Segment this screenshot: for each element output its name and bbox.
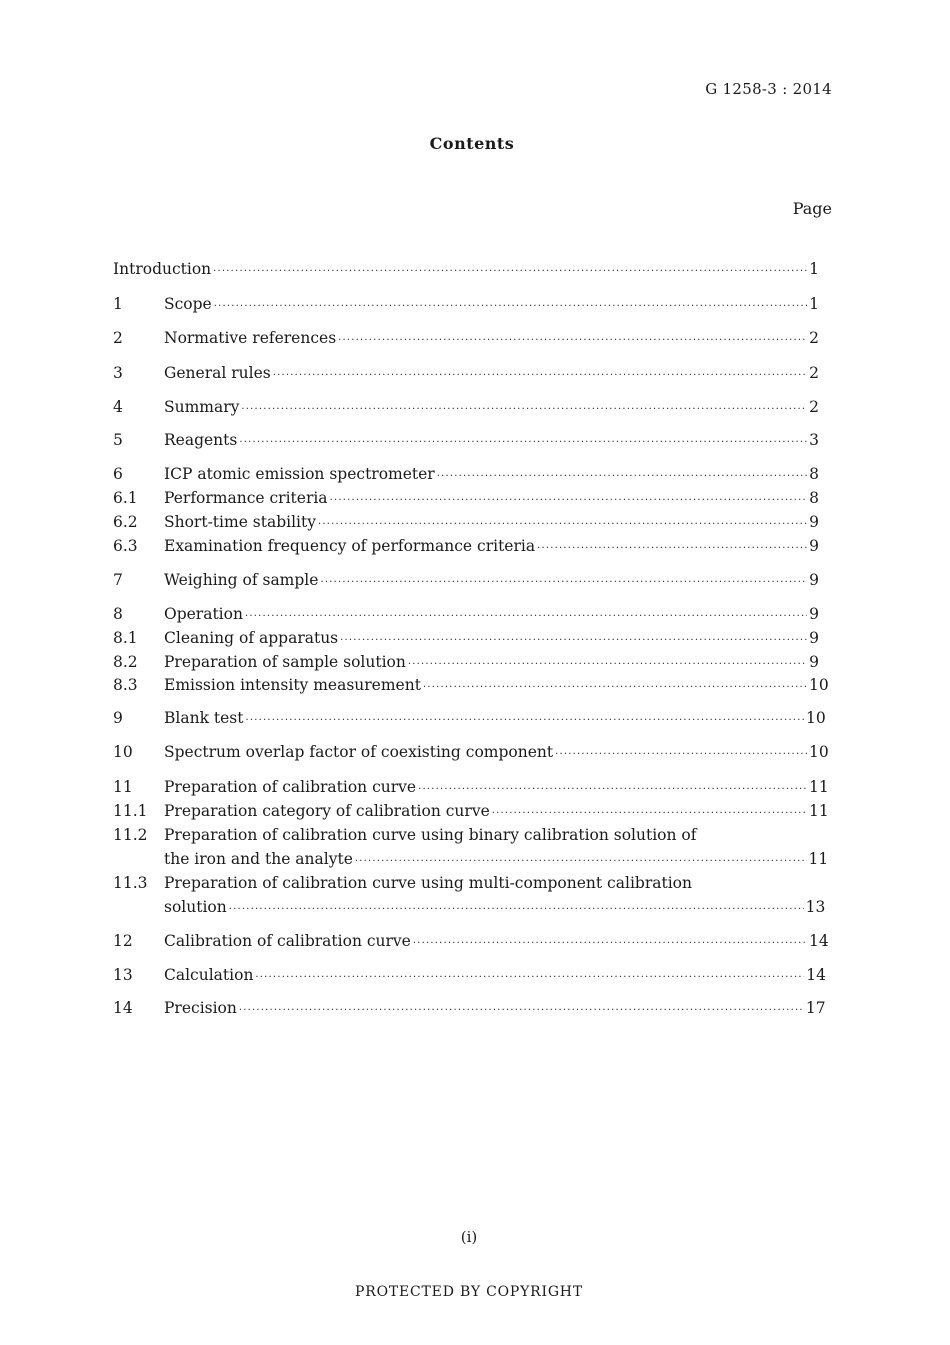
toc-leader-dots <box>330 490 807 512</box>
toc-section-title: Calculation <box>164 966 254 984</box>
toc-page-number: 11 <box>809 778 829 796</box>
toc-entry[interactable] <box>113 463 819 485</box>
toc-section-title: Preparation category of calibration curve <box>164 802 490 820</box>
toc-section-number: 6.2 <box>113 513 138 531</box>
toc-section-title: Examination frequency of performance criteria <box>164 537 536 555</box>
toc-section-number: 14 <box>113 999 133 1017</box>
toc-leader-dots <box>273 365 807 387</box>
toc-page-number: 8 <box>809 489 819 507</box>
toc-entry[interactable] <box>113 396 819 418</box>
toc-section-number: 11.1 <box>113 802 148 820</box>
toc-page-number: 13 <box>805 898 826 916</box>
toc-section-number: 13 <box>113 966 133 984</box>
toc-section-number: 5 <box>113 431 123 449</box>
toc-section-number: 9 <box>113 709 123 727</box>
toc-page-number: 17 <box>805 999 826 1017</box>
toc-section-title: Preparation of calibration curve <box>164 778 417 796</box>
toc-section-title: General rules <box>164 364 271 382</box>
toc-section-title: Summary <box>164 398 240 416</box>
toc-section-number: 12 <box>113 932 133 950</box>
toc-page-number: 9 <box>809 537 819 555</box>
toc-section-title: Reagents <box>164 431 238 449</box>
toc-leader-dots <box>239 432 807 454</box>
toc-entry[interactable] <box>113 741 829 763</box>
toc-section-number: 6.3 <box>113 537 138 555</box>
toc-section-title: Weighing of sample <box>164 571 319 589</box>
toc-leader-dots <box>537 538 807 560</box>
toc-leader-dots <box>318 514 807 536</box>
toc-leader-dots <box>423 677 807 699</box>
toc-leader-dots <box>408 654 807 676</box>
toc-section-title: Cleaning of apparatus <box>164 629 339 647</box>
toc-section-number: 8 <box>113 605 123 623</box>
document-id: G 1258-3 : 2014 <box>705 80 832 98</box>
toc-leader-dots <box>320 572 807 594</box>
toc-leader-dots <box>213 261 807 283</box>
toc-section-title: ICP atomic emission spectrometer <box>164 465 435 483</box>
toc-entry[interactable] <box>113 535 819 557</box>
toc-section-title: Normative references <box>164 329 337 347</box>
toc-page-number: 3 <box>809 431 819 449</box>
copyright-notice: PROTECTED BY COPYRIGHT <box>355 1284 583 1300</box>
toc-page-number: 9 <box>809 605 819 623</box>
toc-entry[interactable] <box>113 964 826 986</box>
toc-entry[interactable] <box>113 293 819 315</box>
toc-entry[interactable] <box>113 707 826 729</box>
toc-section-title: Spectrum overlap factor of coexisting component <box>164 743 554 761</box>
toc-entry[interactable] <box>113 627 819 649</box>
toc-page-number: 2 <box>809 329 819 347</box>
toc-leader-dots <box>338 330 807 352</box>
toc-page-number: 11 <box>808 850 829 868</box>
toc-section-title: Scope <box>164 295 212 313</box>
toc-section-number: 10 <box>113 743 133 761</box>
toc-entry[interactable] <box>113 776 829 798</box>
toc-section-title: solution <box>164 898 227 916</box>
toc-entry[interactable] <box>113 511 819 533</box>
toc-entry[interactable] <box>113 487 819 509</box>
toc-leader-dots <box>214 296 807 318</box>
toc-entry[interactable] <box>113 930 829 952</box>
toc-leader-dots <box>241 399 807 421</box>
toc-entry[interactable] <box>113 824 819 846</box>
toc-leader-dots <box>437 466 807 488</box>
toc-page-number: 8 <box>809 465 819 483</box>
toc-section-title: the iron and the analyte <box>164 850 353 868</box>
toc-section-title: Emission intensity measurement <box>164 676 421 694</box>
toc-page-number: 9 <box>809 571 819 589</box>
toc-section-number: 8.1 <box>113 629 138 647</box>
toc-entry[interactable] <box>113 800 829 822</box>
toc-leader-dots <box>492 803 807 825</box>
toc-section-number: 1 <box>113 295 123 313</box>
toc-leader-dots <box>555 744 807 766</box>
footer-page-number: (i) <box>460 1228 478 1246</box>
toc-page-number: 10 <box>809 743 829 761</box>
toc-section-title: Preparation of sample solution <box>164 653 406 671</box>
toc-page-number: 10 <box>809 676 829 694</box>
toc-page-number: 1 <box>809 260 819 278</box>
toc-entry[interactable] <box>113 327 819 349</box>
toc-section-title: Precision <box>164 999 237 1017</box>
toc-page-number: 9 <box>809 629 819 647</box>
toc-entry[interactable] <box>113 258 819 280</box>
toc-page-number: 2 <box>809 364 819 382</box>
toc-page-number: 2 <box>809 398 819 416</box>
toc-section-number: 8.2 <box>113 653 138 671</box>
toc-leader-dots <box>245 710 804 732</box>
toc-page-number: 1 <box>809 295 819 313</box>
toc-entry[interactable] <box>113 872 819 894</box>
toc-entry[interactable] <box>113 651 819 673</box>
toc-section-title: Introduction <box>113 260 212 278</box>
toc-leader-dots <box>255 967 804 989</box>
toc-entry[interactable] <box>113 603 819 625</box>
toc-section-number: 6 <box>113 465 123 483</box>
toc-leader-dots <box>229 899 804 921</box>
toc-section-number: 3 <box>113 364 123 382</box>
toc-section-number: 8.3 <box>113 676 138 694</box>
toc-page-number: 9 <box>809 653 819 671</box>
toc-section-title: Short-time stability <box>164 513 316 531</box>
toc-entry[interactable] <box>113 429 819 451</box>
toc-page-number: 14 <box>806 966 826 984</box>
toc-section-title: Performance criteria <box>164 489 328 507</box>
toc-entry[interactable] <box>113 569 819 591</box>
toc-page-number: 9 <box>809 513 819 531</box>
toc-entry[interactable] <box>113 848 829 870</box>
toc-section-title: Blank test <box>164 709 244 727</box>
toc-leader-dots <box>418 779 807 801</box>
toc-section-title: Preparation of calibration curve using binary calibration solution of <box>164 826 697 844</box>
toc-leader-dots <box>245 606 807 628</box>
toc-section-number: 11.3 <box>113 874 148 892</box>
toc-section-title: Calibration of calibration curve <box>164 932 411 950</box>
toc-entry[interactable] <box>113 896 826 918</box>
page-title: Contents <box>429 134 515 153</box>
toc-entry[interactable] <box>113 674 829 696</box>
toc-leader-dots <box>413 933 807 955</box>
toc-entry[interactable] <box>113 362 819 384</box>
page-column-label: Page <box>792 199 832 218</box>
toc-section-number: 6.1 <box>113 489 138 507</box>
toc-section-number: 4 <box>113 398 123 416</box>
toc-entry[interactable] <box>113 997 826 1019</box>
toc-section-number: 11.2 <box>113 826 148 844</box>
toc-leader-dots <box>355 851 807 873</box>
toc-section-number: 2 <box>113 329 123 347</box>
toc-page-number: 11 <box>809 802 829 820</box>
toc-leader-dots <box>239 1000 804 1022</box>
toc-page-number: 14 <box>809 932 829 950</box>
toc-section-number: 11 <box>113 778 133 796</box>
toc-section-number: 7 <box>113 571 123 589</box>
toc-page-number: 10 <box>806 709 826 727</box>
toc-section-title: Operation <box>164 605 243 623</box>
toc-leader-dots <box>340 630 807 652</box>
toc-section-title: Preparation of calibration curve using multi-component calibration <box>164 874 692 892</box>
